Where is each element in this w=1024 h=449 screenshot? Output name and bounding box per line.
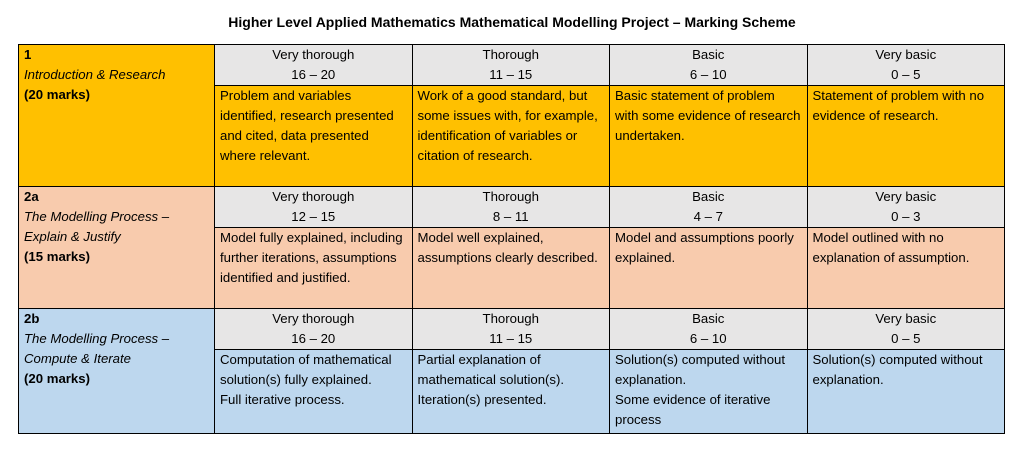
section-2b-header [19, 309, 215, 434]
section-title: The Modelling Process – Explain & Justify [24, 209, 170, 244]
section-number: 2b [24, 311, 40, 326]
band-range: 0 – 3 [891, 209, 921, 224]
band-label: Thorough [482, 189, 539, 204]
band-cell [412, 309, 610, 350]
band-label: Thorough [482, 311, 539, 326]
band-range: 0 – 5 [891, 331, 921, 346]
section-marks: (20 marks) [24, 371, 90, 386]
band-cell [807, 309, 1005, 350]
section-2b-band-row [19, 309, 1005, 350]
description-line: Full iterative process. [220, 392, 345, 407]
band-description: Statement of problem with no evidence of research. [807, 86, 1005, 187]
band-label: Very basic [875, 311, 937, 326]
band-label: Very thorough [272, 311, 355, 326]
band-description: Model outlined with no explanation of assumption. [807, 228, 1005, 309]
band-label: Basic [692, 189, 725, 204]
band-range: 6 – 10 [689, 67, 727, 82]
band-label: Very basic [875, 189, 937, 204]
section-title: The Modelling Process – Compute & Iterate [24, 331, 170, 366]
section-number: 2a [24, 189, 39, 204]
band-cell [610, 45, 808, 86]
marking-scheme-table [18, 44, 1005, 434]
page-title: Higher Level Applied Mathematics Mathematical Modelling Project – Marking Scheme [228, 14, 796, 30]
band-label: Basic [692, 311, 725, 326]
section-marks: (15 marks) [24, 249, 90, 264]
band-description: Model and assumptions poorly explained. [610, 228, 808, 309]
band-cell [610, 309, 808, 350]
band-cell [610, 187, 808, 228]
band-label: Very basic [875, 47, 937, 62]
description-line: Iteration(s) presented. [417, 392, 547, 407]
description-line: Computation of mathematical solution(s) fully explained. [220, 352, 392, 387]
band-label: Thorough [482, 47, 539, 62]
band-cell [412, 45, 610, 86]
band-range: 16 – 20 [291, 67, 336, 82]
band-description: Basic statement of problem with some evidence of research undertaken. [610, 86, 808, 187]
band-range: 11 – 15 [489, 331, 533, 346]
band-description [807, 350, 1005, 434]
band-description: Model well explained, assumptions clearly described. [412, 228, 610, 309]
band-range: 0 – 5 [891, 67, 921, 82]
band-range: 11 – 15 [489, 67, 533, 82]
section-number: 1 [24, 47, 32, 62]
section-1-band-row [19, 45, 1005, 86]
band-range: 4 – 7 [693, 209, 723, 224]
band-cell [807, 187, 1005, 228]
band-range: 6 – 10 [689, 331, 727, 346]
band-description: Problem and variables identified, research presented and cited, data presented where relevant. [215, 86, 413, 187]
band-range: 16 – 20 [291, 331, 336, 346]
band-range: 12 – 15 [291, 209, 336, 224]
band-cell [807, 45, 1005, 86]
band-description: Model fully explained, including further iterations, assumptions identified and justified. [215, 228, 413, 309]
section-2a-band-row [19, 187, 1005, 228]
description-line: Solution(s) computed without explanation. [615, 352, 786, 387]
section-1-header [19, 45, 215, 187]
section-marks: (20 marks) [24, 87, 90, 102]
band-cell [215, 309, 413, 350]
band-range: 8 – 11 [492, 209, 529, 224]
band-label: Very thorough [272, 189, 355, 204]
band-cell [412, 187, 610, 228]
band-description: Work of a good standard, but some issues with, for example, identification of variables or citation of research. [412, 86, 610, 187]
section-title: Introduction & Research [24, 67, 166, 82]
band-label: Very thorough [272, 47, 355, 62]
band-cell [215, 45, 413, 86]
band-description [215, 350, 413, 434]
section-2a-header [19, 187, 215, 309]
band-description [610, 350, 808, 434]
description-line: Partial explanation of mathematical solution(s). [417, 352, 565, 387]
band-description [412, 350, 610, 434]
description-line: Some evidence of iterative process [615, 392, 771, 427]
band-cell [215, 187, 413, 228]
description-line: Solution(s) computed without explanation. [812, 352, 983, 387]
band-label: Basic [692, 47, 725, 62]
